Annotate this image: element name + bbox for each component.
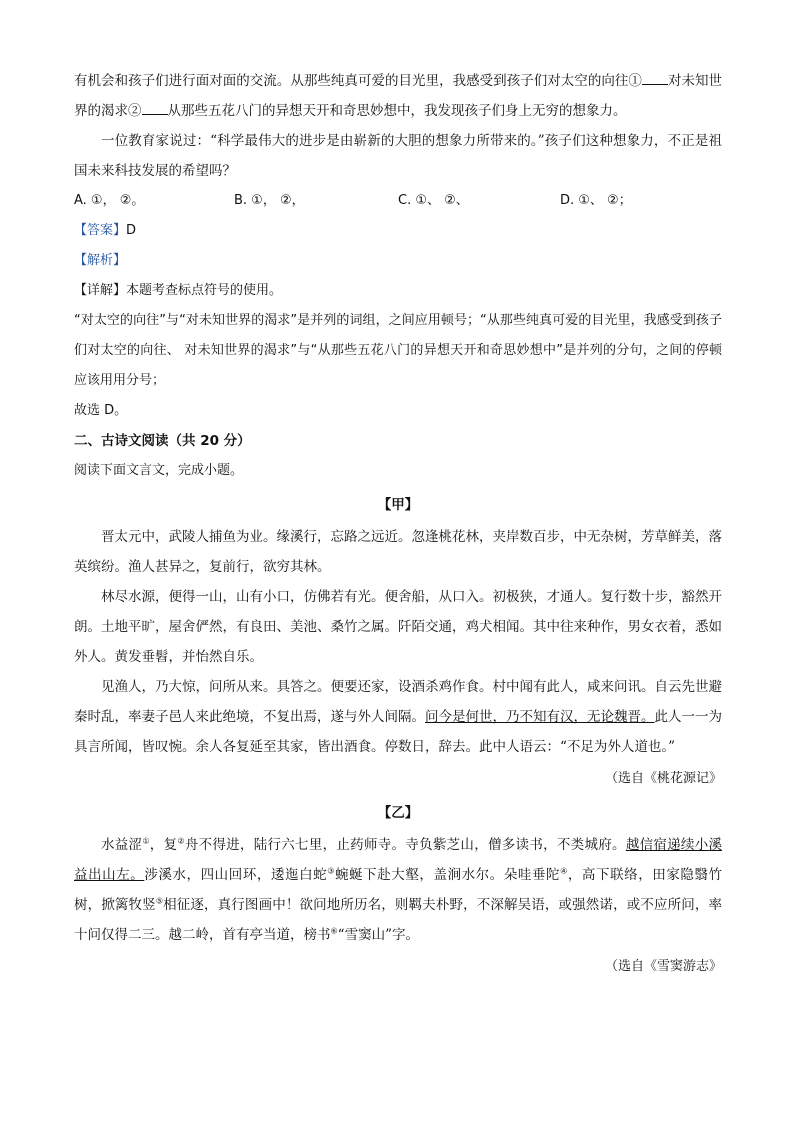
yi-source: （选自《雪窦游志》 — [604, 959, 722, 974]
yi-text: 蜿蜒下赴大壑，盖涧水尔。朵哇垂陀 — [335, 867, 561, 883]
jia-para3-text: 此人一一为具言所闻，皆叹惋。余人各复延至其家，皆出酒食。停数日，辞去。此中人语云：“不足为外人道也。” — [74, 709, 722, 755]
document-page — [74, 66, 722, 984]
yi-text: 舟不得进，陆行六七里，止药师寺。寺负紫芝山，僧多读书，不类城府。 — [184, 837, 626, 853]
analysis-line — [74, 246, 722, 276]
option-b: B. ①， ②， — [234, 193, 305, 208]
note-marker: ② — [177, 836, 185, 846]
question-passage-para2: 一位教育家说过：“科学最伟大的进步是由崭新的大胆的想象力所带来的。”孩子们这种想象力，不正是祖国未来科技发展的希望吗？ — [74, 133, 722, 179]
passage-text: 从那些五花八门的异想天开和奇思妙想中，我发现孩子们身上无穷的想象力。 — [167, 103, 627, 119]
answer-label: 【答案】 — [74, 223, 127, 238]
jia-title: 【甲】 — [377, 497, 419, 513]
question-passage-para1 — [74, 66, 722, 126]
answer-options — [74, 186, 722, 216]
note-marker: ⑤ — [155, 896, 164, 906]
analysis-label: 【解析】 — [74, 253, 127, 268]
yi-para — [74, 830, 722, 950]
section2-instruction: 阅读下面文言文，完成小题。 — [74, 463, 244, 478]
jia-para3-text: 见渔人，乃大惊，问所从来。具答之。便要还家，设酒杀鸡作食。村中闻有此人，咸来问讯。自云先世避秦时乱，率妻子邑人来此绝境，不复出焉，遂与外人间隔。 — [74, 679, 722, 725]
jia-underlined-sentence: 问今是何世，乃不知有汉，无论魏晋。 — [425, 709, 655, 725]
note-marker: ④ — [560, 866, 568, 876]
section2-title: 二、古诗文阅读（共 20 分） — [74, 433, 251, 449]
passage-text: 有机会和孩子们进行面对面的交流。从那些纯真可爱的目光里，我感受到孩子们对太空的向往① — [74, 73, 642, 89]
note-marker: ③ — [327, 866, 335, 876]
yi-text: ，复 — [149, 837, 178, 853]
jia-para2: 林尽水源，便得一山，山有小口，仿佛若有光。便舍船，从口入。初极狭，才通人。复行数十步，豁然开朗。土地平旷，屋舍俨然，有良田、美池、桑竹之属。阡陌交通，鸡犬相闻。其中往来种作，男女衣着，悉如外人。黄发垂髫，并怡然自乐。 — [74, 589, 722, 665]
yi-text: ，高下联络，田家隐翳竹树，掀篱牧竖 — [74, 867, 723, 913]
answer-line — [74, 216, 722, 246]
jia-para3 — [74, 672, 722, 762]
jia-source: （选自《桃花源记》 — [604, 771, 722, 786]
yi-text: “雪窦山”字。 — [337, 927, 419, 943]
yi-title: 【乙】 — [377, 805, 419, 821]
blank-1 — [642, 72, 668, 85]
option-d: D. ①、 ②； — [560, 193, 632, 208]
answer-value: D — [126, 223, 137, 238]
jia-para1: 晋太元中，武陵人捕鱼为业。缘溪行，忘路之远近。忽逢桃花林，夹岸数百步，中无杂树，芳草鲜美，落英缤纷。渔人甚异之，复前行，欲穷其林。 — [74, 529, 722, 575]
yi-underlined-sentence: 越信宿递续小溪益出山左。 — [74, 837, 722, 883]
note-marker: ① — [142, 836, 150, 846]
note-marker: ⑥ — [330, 926, 338, 936]
yi-text: 水益涩 — [101, 837, 143, 853]
yi-text: 涉溪水，四山回环，逶迤白蛇 — [144, 867, 328, 883]
option-a: A. ①， ②。 — [74, 193, 145, 208]
detail-line: 【详解】本题考查标点符号的使用。 — [74, 283, 283, 298]
yi-text: 相征逐，真行图画中！欲问地所历名，则羁夫朴野，不深解吴语，或强然诺，或不应所问，率十问仅得二三。越二岭，首有亭当道，榜书 — [74, 897, 723, 943]
option-c: C. ①、 ②、 — [398, 193, 469, 208]
passage-text: 对未知世界的渴求② — [74, 73, 723, 119]
conclusion: 故选 D。 — [74, 403, 128, 418]
explanation: “对太空的向往”与“对未知世界的渴求”是并列的词组，之间应用顿号；“从那些纯真可爱的目光里，我感受到孩子们对太空的向往、 对未知世界的渴求”与“从那些五花八门的异想天开和奇思妙想中”是并列的分句，之间的停顿应该用用分号； — [74, 313, 722, 388]
blank-2 — [142, 102, 168, 115]
